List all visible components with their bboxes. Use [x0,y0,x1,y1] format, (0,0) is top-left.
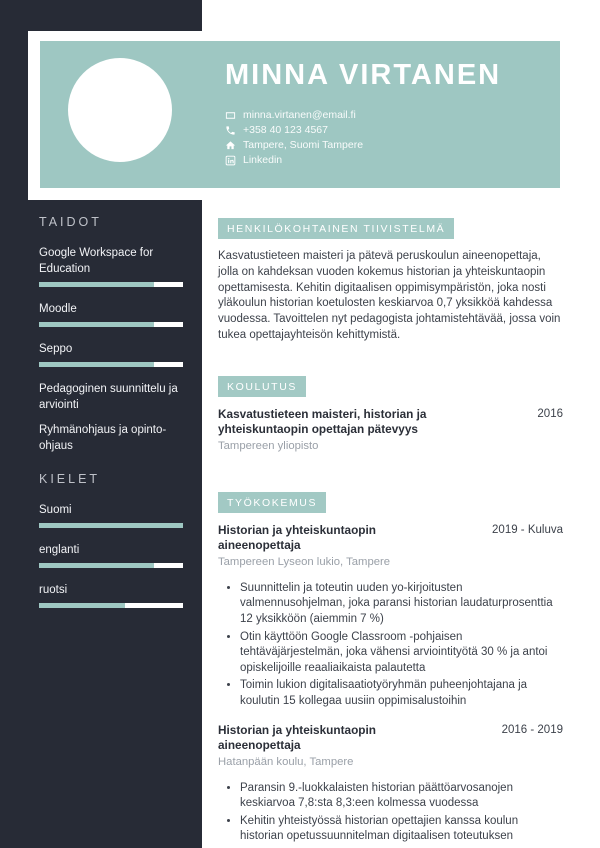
job-title: Historian ja yhteiskuntaopin aineenopettaja [218,722,376,753]
summary-section-heading: HENKILÖKOHTAINEN TIIVISTELMÄ [218,218,454,239]
language-bar-fill [39,603,125,608]
avatar [68,58,172,162]
language-item [39,582,183,608]
main-column [218,0,563,847]
job-employer: Tampereen Lyseon lukio, Tampere [218,555,391,568]
job-bullet: • Otin käyttöön Google Classroom -pohjaisen tehtäväjärjestelmän, joka vähensi arviointityötä 30 % ja antoi opiskelijoille reaaliaikaista palautetta [240,630,563,677]
summary-text: Kasvatustieteen maisteri ja pätevä peruskoulun aineenopettaja, jolla on kahdeksan vuoden kokemus historian ja yhteiskuntaopin opettamisesta. Kehitin digitaalisen oppimisympäristön, joka nosti yläkoulun historian koetulosten keskiarvoa 0,7 yksikköä kahdessa vuodessa. Tavoittelen nyt pedagogista johtamistehtävää, jossa voin tukea opettajayhteisön kehittymistä. [218,250,561,341]
skill-item [39,301,183,327]
skill-label: Pedagoginen suunnittelu ja arviointi [39,383,178,411]
job-entry-head [218,523,563,554]
skill-item [39,422,183,454]
language-bar-fill [39,563,154,568]
skill-item [39,381,183,413]
education-entry [218,407,563,452]
degree-title: Kasvatustieteen maisteri, historian ja yhteiskuntaopin opettajan pätevyys [218,406,427,437]
job-title: Historian ja yhteiskuntaopin aineenopettaja [218,522,376,553]
language-label: Suomi [39,504,72,516]
language-item [39,542,183,568]
skill-bar [39,282,183,287]
skill-label: Seppo [39,343,73,355]
language-bar [39,563,183,568]
education-institution: Tampereen yliopisto [218,439,319,452]
language-label: ruotsi [39,584,68,596]
contact-email-text: minna.virtanen@email.fi [243,109,356,121]
job-bullet-list [218,581,563,710]
job-bullet: • Paransin 9.-luokkalaisten historian päättöarvosanojen keskiarvoa 7,8:sta 8,3:een kolmessa vuodessa [240,781,563,812]
skill-label: Ryhmänohjaus ja opinto-ohjaus [39,424,167,452]
job-dates: 2019 - Kuluva [492,523,563,536]
skill-label: Google Workspace for Education [39,247,154,275]
job-bullet: • Toimin lukion digitalisaatiotyöryhmän puheenjohtajana ja koulutin 15 kollegaa uusiin oppimisalustoihin [240,678,563,709]
contact-phone-text: +358 40 123 4567 [243,124,328,136]
language-item [39,502,183,528]
education-entry-head [218,407,563,438]
job-bullet-list [218,781,563,845]
job-entry-head [218,723,563,754]
skill-item [39,245,183,287]
skill-bar-fill [39,362,154,367]
job-entry [218,723,563,845]
job-bullet: • Suunnittelin ja toteutin uuden yo-kirjoitusten valmennusohjelman, joka paransi historian laudaturprosenttia 12 yksikköön (aiemmin 7 %) [240,581,563,628]
language-bar-fill [39,523,183,528]
skill-bar-fill [39,322,154,327]
languages-heading: KIELET [39,472,101,486]
job-entry [218,523,563,710]
skill-bar-fill [39,282,154,287]
language-bar [39,523,183,528]
skills-heading: TAIDOT [39,215,102,229]
education-section-heading: KOULUTUS [218,376,306,397]
contact-linkedin-text: Linkedin [243,154,283,166]
job-bullet: • Kehitin yhteistyössä historian opettajien kanssa koulun historian opetussuunnitelman digitaalisen toteutuksen [240,814,563,845]
experience-section-heading: TYÖKOKEMUS [218,492,326,513]
contact-location-text: Tampere, Suomi Tampere [243,139,364,151]
job-employer: Hatanpään koulu, Tampere [218,755,354,768]
language-bar [39,603,183,608]
page-title: MINNA VIRTANEN [225,59,502,91]
skill-bar [39,362,183,367]
skill-bar [39,322,183,327]
education-dates: 2016 [537,407,563,420]
skill-label: Moodle [39,303,77,315]
skill-item [39,341,183,367]
job-dates: 2016 - 2019 [501,723,563,736]
language-label: englanti [39,544,80,556]
